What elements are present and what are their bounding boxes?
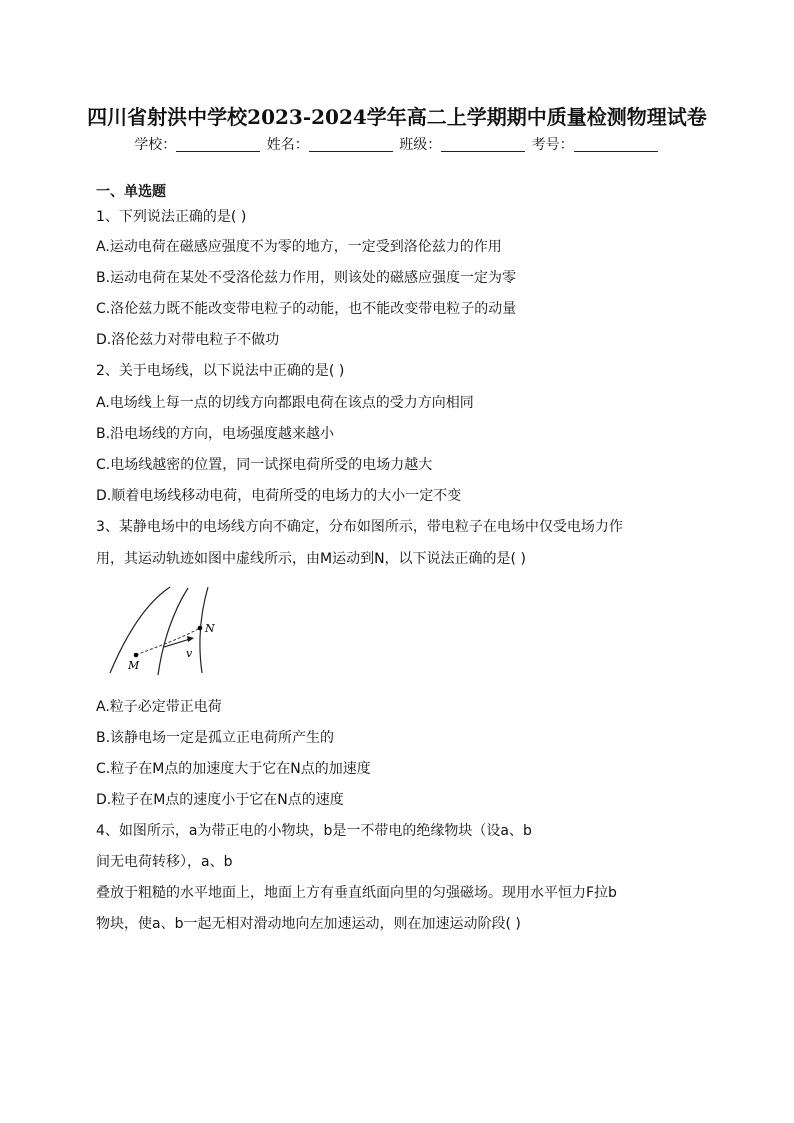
q3-option-b: B.该静电场一定是孤立正电荷所产生的 (96, 730, 335, 746)
school-label: 学校： (134, 137, 177, 153)
q4-line2: 间无电荷转移），a、b (96, 854, 233, 870)
q2-option-a: A.电场线上每一点的切线方向都跟电荷在该点的受力方向相同 (96, 395, 474, 411)
q1-option-d: D.洛伦兹力对带电粒子不做功 (96, 332, 280, 348)
name-blank[interactable] (309, 137, 393, 152)
q3-option-a: A.粒子必定带正电荷 (96, 699, 222, 715)
exam-number-label: 考号： (531, 137, 574, 153)
q1-option-c: C.洛伦兹力既不能改变带电粒子的动能，也不能改变带电粒子的动量 (96, 301, 517, 317)
label-m: M (128, 659, 140, 672)
q1-option-b: B.运动电荷在某处不受洛伦兹力作用，则该处的磁感应强度一定为零 (96, 270, 517, 286)
class-blank[interactable] (441, 137, 525, 152)
q2-option-c: C.电场线越密的位置，同一试探电荷所受的电场力越大 (96, 457, 433, 473)
q2-stem: 2、关于电场线，以下说法中正确的是( ) (96, 363, 345, 379)
q1-stem: 1、下列说法正确的是( ) (96, 209, 247, 225)
label-n: N (205, 622, 215, 635)
q2-option-d: D.顺着电场线移动电荷，电荷所受的电场力的大小一定不变 (96, 488, 462, 504)
field-line-middle (158, 588, 188, 675)
q2-option-b: B.沿电场线的方向，电场强度越来越小 (96, 426, 335, 442)
q4-line3: 叠放于粗糙的水平地面上，地面上方有垂直纸面向里的匀强磁场。现用水平恒力F拉b (96, 885, 617, 901)
q1-option-a: A.运动电荷在磁感应强度不为零的地方，一定受到洛伦兹力的作用 (96, 239, 502, 255)
exam-number-blank[interactable] (574, 137, 658, 152)
point-n (198, 626, 203, 631)
point-m (134, 653, 139, 658)
velocity-arrowhead (187, 636, 194, 642)
velocity-arrow (164, 639, 190, 647)
q4-line1: 4、如图所示，a为带正电的小物块，b是一不带电的绝缘物块（设a、b (96, 823, 532, 839)
class-label: 班级： (399, 137, 442, 153)
q4-line4: 物块，使a、b一起无相对滑动地向左加速运动，则在加速运动阶段( ) (96, 916, 521, 932)
name-label: 姓名： (266, 137, 309, 153)
label-v: v (186, 647, 193, 660)
school-blank[interactable] (176, 137, 260, 152)
exam-title: 四川省射洪中学校2023-2024学年高二上学期期中质量检测物理试卷 (87, 105, 707, 129)
student-info-row (0, 134, 794, 154)
q3-stem-line1: 3、某静电场中的电场线方向不确定，分布如图所示，带电粒子在电场中仅受电场力作 (96, 519, 623, 535)
q3-stem-line2: 用，其运动轨迹如图中虚线所示，由M运动到N，以下说法正确的是( ) (96, 551, 526, 567)
section-heading: 一、单选题 (96, 184, 166, 200)
q3-option-d: D.粒子在M点的速度小于它在N点的速度 (96, 792, 344, 808)
field-line-figure (108, 585, 228, 677)
q3-option-c: C.粒子在M点的加速度大于它在N点的加速度 (96, 761, 371, 777)
